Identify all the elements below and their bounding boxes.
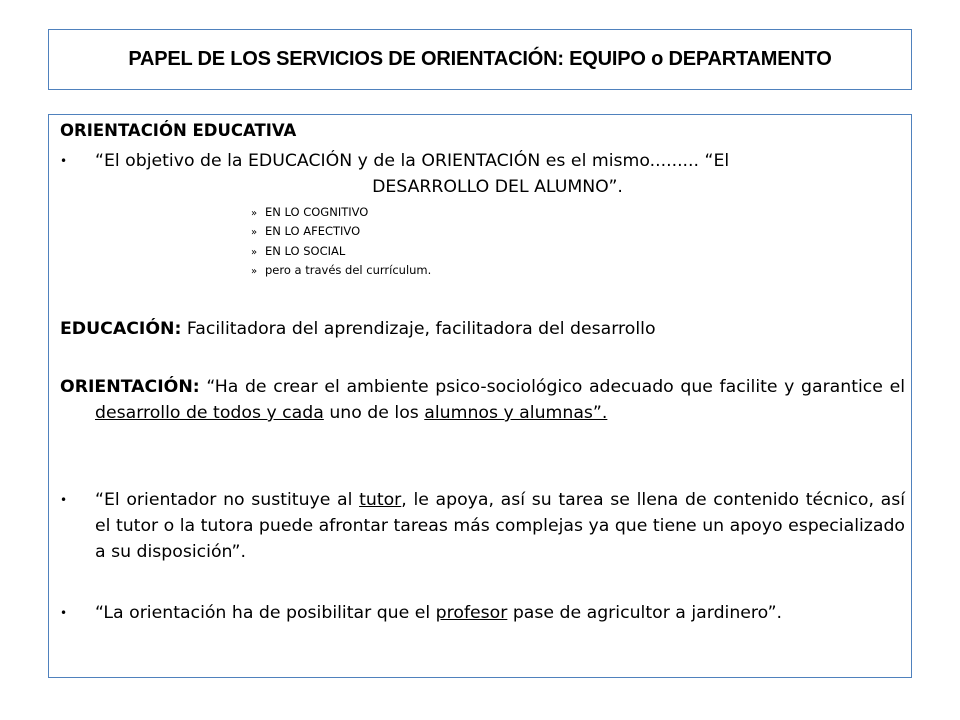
bullet1-line2	[95, 174, 900, 200]
subitem-arrow-icon: »	[251, 208, 258, 219]
bullet2-text-b: , le apoya, así su tarea se llena de contenido técnico, así el tutor o la tutora puede afrontar tareas más complejas ya que tiene un apoyo especializado a su disposición”.	[95, 490, 905, 562]
orientacion-paragraph	[60, 374, 905, 426]
bullet1-line2-text: DESARROLLO DEL ALUMNO”.	[372, 177, 623, 197]
bullet3-underline: profesor	[435, 603, 508, 623]
bullet-marker: •	[60, 493, 68, 507]
bullet1-line1-text: “El objetivo de la EDUCACIÓN y de la ORIENTACIÓN es el mismo......... “El	[95, 151, 730, 171]
subitem-label: EN LO AFECTIVO	[265, 224, 361, 238]
educacion-paragraph	[60, 316, 900, 342]
orientacion-text-a: “Ha de crear el ambiente psico-sociológico adecuado que facilite y garantice el	[199, 377, 905, 397]
bullet3-text-b: pase de agricultor a jardinero”.	[507, 603, 783, 623]
subitem-arrow-icon: »	[251, 247, 258, 258]
subitem-label: pero a través del currículum.	[265, 263, 432, 277]
orientacion-label: ORIENTACIÓN:	[60, 377, 200, 397]
bullet-marker: •	[60, 606, 68, 620]
bullet-marker: •	[60, 154, 68, 168]
orientacion-underline-b: alumnos y alumnas”.	[424, 403, 608, 423]
title-box	[48, 29, 912, 90]
orientacion-text-b: uno de los	[323, 403, 425, 423]
bullet1-line1	[95, 148, 900, 174]
bullet3-text-a: “La orientación ha de posibilitar que el	[95, 603, 436, 623]
slide-title: PAPEL DE LOS SERVICIOS DE ORIENTACIÓN: EQUIPO o DEPARTAMENTO	[128, 48, 832, 70]
subitem-afectivo	[251, 224, 360, 238]
bullet2-underline: tutor	[359, 490, 402, 510]
subitem-social	[251, 244, 345, 258]
bullet2-text-a: “El orientador no sustituye al	[95, 490, 360, 510]
bullet2-paragraph	[95, 487, 905, 565]
subitem-cognitivo	[251, 205, 368, 219]
subitem-curriculum	[251, 263, 431, 277]
subitem-arrow-icon: »	[251, 266, 258, 277]
orientacion-underline-a: desarrollo de todos y cada	[95, 403, 324, 423]
educacion-text: Facilitadora del aprendizaje, facilitadora del desarrollo	[181, 319, 656, 339]
subitem-label: EN LO SOCIAL	[265, 244, 346, 258]
content-box	[48, 114, 912, 678]
subitem-label: EN LO COGNITIVO	[265, 205, 369, 219]
bullet3-paragraph	[95, 600, 905, 626]
section-heading: ORIENTACIÓN EDUCATIVA	[60, 121, 297, 140]
subitem-arrow-icon: »	[251, 227, 258, 238]
educacion-label: EDUCACIÓN:	[60, 319, 182, 339]
